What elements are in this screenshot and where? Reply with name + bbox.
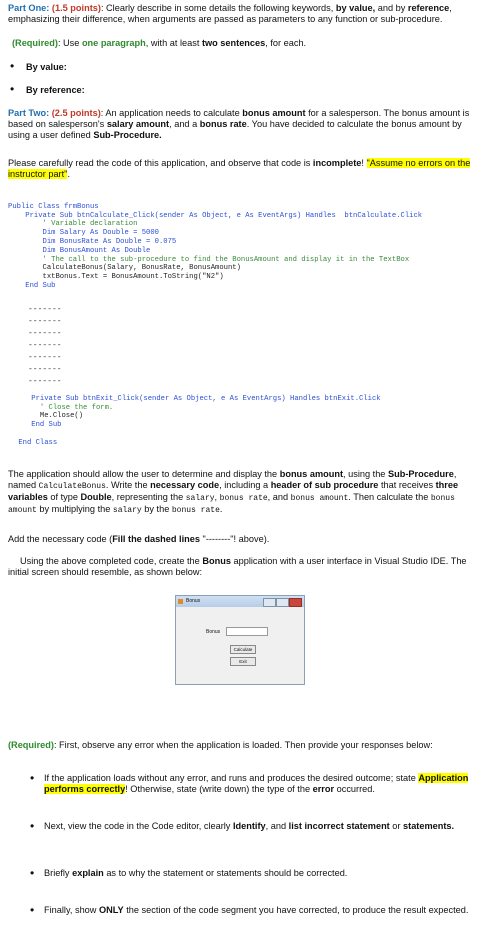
bullet-text: occurred.	[334, 784, 375, 794]
dashed-line: -------	[28, 353, 62, 362]
part-two-text-d: . You have decided to calculate the bonus amount by using a user defined	[8, 119, 462, 140]
close-icon[interactable]	[289, 598, 302, 607]
please-text-c: .	[67, 169, 70, 179]
bullet-4	[44, 905, 476, 916]
bullet-3	[44, 868, 476, 879]
part-two-text-a: : An application needs to calculate	[100, 108, 243, 118]
required2-label: (Required)	[8, 740, 54, 750]
code-line: End Class	[14, 438, 58, 447]
code-block-2	[14, 386, 381, 448]
bullet-1	[44, 773, 476, 795]
bullet-text: , and	[265, 821, 289, 831]
app-kw: Double	[80, 492, 112, 502]
app-icon	[178, 599, 183, 604]
app-kw: bonus amount	[279, 469, 344, 479]
explain-kw: explain	[72, 868, 104, 878]
code-block	[8, 194, 422, 291]
code-line: Dim Salary As Double = 5000	[8, 229, 159, 238]
code-line: Dim BonusRate As Double = 0.075	[8, 237, 177, 246]
dashed-line: -------	[28, 317, 62, 326]
using-text: application with a user interface in Visual Studio IDE. The initial screen should resemble, as shown below:	[8, 556, 467, 577]
bonus-amount-kw: bonus amount	[242, 108, 306, 118]
required-text-b: , with at least	[145, 38, 202, 48]
code-line: ' Variable declaration	[8, 220, 138, 229]
list-kw: list incorrect statement	[288, 821, 390, 831]
part-one-points: (1.5 points)	[51, 3, 101, 13]
app-text: by the	[141, 504, 172, 514]
window-titlebar	[176, 596, 304, 607]
bonus-app-kw: Bonus	[202, 556, 231, 566]
part-one-kw-reference: reference	[407, 3, 450, 13]
add-code-paragraph	[8, 534, 474, 545]
code-line: Public Class frmBonus	[8, 202, 99, 211]
exit-button[interactable]: Exit	[230, 657, 256, 666]
please-paragraph	[8, 158, 474, 180]
bullet-dot: •	[30, 903, 35, 917]
required2-text: : First, observe any error when the application is loaded. Then provide your responses below:	[53, 740, 433, 750]
assume-highlight: "Assume no errors on the instructor part"	[8, 158, 471, 179]
code-line: ' The call to the sub-procedure to find the BonusAmount and display it in the TextBox	[8, 255, 410, 264]
part-two-paragraph	[8, 108, 474, 141]
app-text: .	[219, 504, 223, 514]
bullet-2	[44, 821, 476, 832]
error-kw: error	[312, 784, 335, 794]
fill-dashed-kw: Fill the dashed lines	[112, 534, 200, 544]
required-label: (Required)	[12, 38, 58, 48]
bullet-by-value: By value:	[26, 62, 67, 72]
bullet-text: the section of the code segment you have corrected, to produce the result expected.	[123, 905, 469, 915]
bullet-text: If the application loads without any error, and runs and produces the desired outcome; state	[44, 773, 419, 783]
bullet-dot: •	[30, 771, 35, 785]
app-text: , including a	[219, 480, 271, 490]
part-two-text-c: , and a	[169, 119, 200, 129]
part-two-points: (2.5 points)	[51, 108, 101, 118]
part-one-text-b: and by	[375, 3, 408, 13]
code-line: Dim BonusAmount As Double	[8, 246, 151, 255]
part-two-text-b: for a salesperson. The bonus amount is based on salesperson's	[8, 108, 470, 129]
bullet-dot: •	[10, 59, 15, 73]
app-text: , using the	[343, 469, 388, 479]
app-code-kw: salary	[185, 494, 215, 503]
app-text: The application should allow the user to determine and display the	[8, 469, 280, 479]
bullet-by-reference: By reference:	[26, 85, 85, 95]
bullet-text: ! Otherwise, state (write down) the type of the	[125, 784, 313, 794]
add-code-text: "--------"! above).	[200, 534, 270, 544]
window-title: Bonus	[186, 598, 201, 604]
app-text: of type	[47, 492, 81, 502]
code-line: CalculateBonus(Salary, BonusRate, BonusAmount)	[8, 264, 241, 273]
dashed-line: -------	[28, 305, 62, 314]
part-one-paragraph	[8, 3, 474, 25]
part-one-label: Part One:	[8, 3, 50, 13]
app-text: , representing the	[111, 492, 186, 502]
bullet-dot: •	[30, 866, 35, 880]
salary-amount-kw: salary amount	[106, 119, 170, 129]
app-code-kw: bonus amount	[8, 494, 455, 515]
please-text-a: Please carefully read the code of this application, and observe that code is	[8, 158, 313, 168]
identify-kw: Identify	[232, 821, 266, 831]
part-one-kw-by-value: by value,	[335, 3, 376, 13]
performs-correctly-highlight: Application performs correctly	[44, 773, 469, 794]
code-line: End Sub	[14, 421, 62, 430]
dashed-line: -------	[28, 377, 62, 386]
add-code-text: Add the necessary code (	[8, 534, 113, 544]
using-paragraph	[8, 556, 474, 578]
bullet-text: Next, view the code in the Code editor, clearly	[44, 821, 233, 831]
required-text-c: , for each.	[265, 38, 307, 48]
app-text: . Write the	[105, 480, 151, 490]
app-kw: header of sub procedure	[270, 480, 379, 490]
app-text: by multiplying the	[36, 504, 113, 514]
bullet-text: Finally, show	[44, 905, 99, 915]
required2-paragraph	[8, 740, 474, 751]
bullet-text: as to why the statement or statements should be corrected.	[103, 868, 348, 878]
code-line: Private Sub btnCalculate_Click(sender As Object, e As EventArgs) Handles btnCalculate.Click	[8, 211, 423, 220]
bonus-textbox[interactable]	[226, 627, 268, 636]
bullet-text: or	[389, 821, 404, 831]
one-paragraph-text: one paragraph	[81, 38, 146, 48]
dashed-line: -------	[28, 329, 62, 338]
dashed-line: -------	[28, 341, 62, 350]
code-line: Me.Close()	[14, 412, 84, 421]
bullet-text: Briefly	[44, 868, 73, 878]
app-text: that receives	[378, 480, 436, 490]
statements-kw: statements.	[403, 821, 455, 831]
bonus-app-window	[175, 595, 305, 685]
app-text: . Then calculate the	[348, 492, 431, 502]
bullet-dot: •	[10, 82, 15, 96]
app-code-kw: salary	[112, 506, 142, 515]
required-text-a: : Use	[57, 38, 82, 48]
app-code-kw: bonus rate	[171, 506, 220, 515]
sub-procedure-kw: Sub-Procedure.	[93, 130, 162, 140]
bonus-label: Bonus	[206, 629, 221, 635]
app-code-kw: bonus amount	[290, 494, 349, 503]
part-one-required	[12, 38, 478, 49]
dashed-line: -------	[28, 365, 62, 374]
incomplete-kw: incomplete	[312, 158, 362, 168]
bonus-rate-kw: bonus rate	[199, 119, 247, 129]
using-text: Using the above completed code, create the	[20, 556, 203, 566]
part-two-label: Part Two:	[8, 108, 50, 118]
two-sentences-text: two sentences	[201, 38, 266, 48]
maximize-icon[interactable]	[276, 598, 289, 607]
code-line: ' Close the form.	[14, 403, 114, 412]
bullet-dot: •	[30, 819, 35, 833]
part-one-text-a: : Clearly describe in some details the following keywords,	[100, 3, 336, 13]
app-paragraph	[8, 469, 474, 516]
app-text: ,	[214, 492, 220, 502]
code-line: End Sub	[8, 281, 56, 290]
app-code-kw: bonus rate	[219, 494, 268, 503]
code-line: Private Sub btnExit_Click(sender As Object, e As EventArgs) Handles btnExit.Click	[14, 394, 381, 403]
minimize-icon[interactable]	[263, 598, 276, 607]
app-code-kw: CalculateBonus	[38, 482, 106, 491]
please-text-b: !	[361, 158, 367, 168]
code-line: txtBonus.Text = BonusAmount.ToString("N2")	[8, 273, 224, 282]
app-text: , named	[8, 469, 457, 490]
only-kw: ONLY	[98, 905, 124, 915]
part-one-text-c: , emphasizing their difference, when arguments are passed as parameters to any function or sub-procedure.	[8, 3, 452, 24]
app-text: , and	[267, 492, 291, 502]
app-kw: three variables	[8, 480, 459, 502]
calculate-button[interactable]: Calculate	[230, 645, 256, 654]
app-kw: Sub-Procedure	[387, 469, 454, 479]
app-kw: necessary code	[150, 480, 220, 490]
